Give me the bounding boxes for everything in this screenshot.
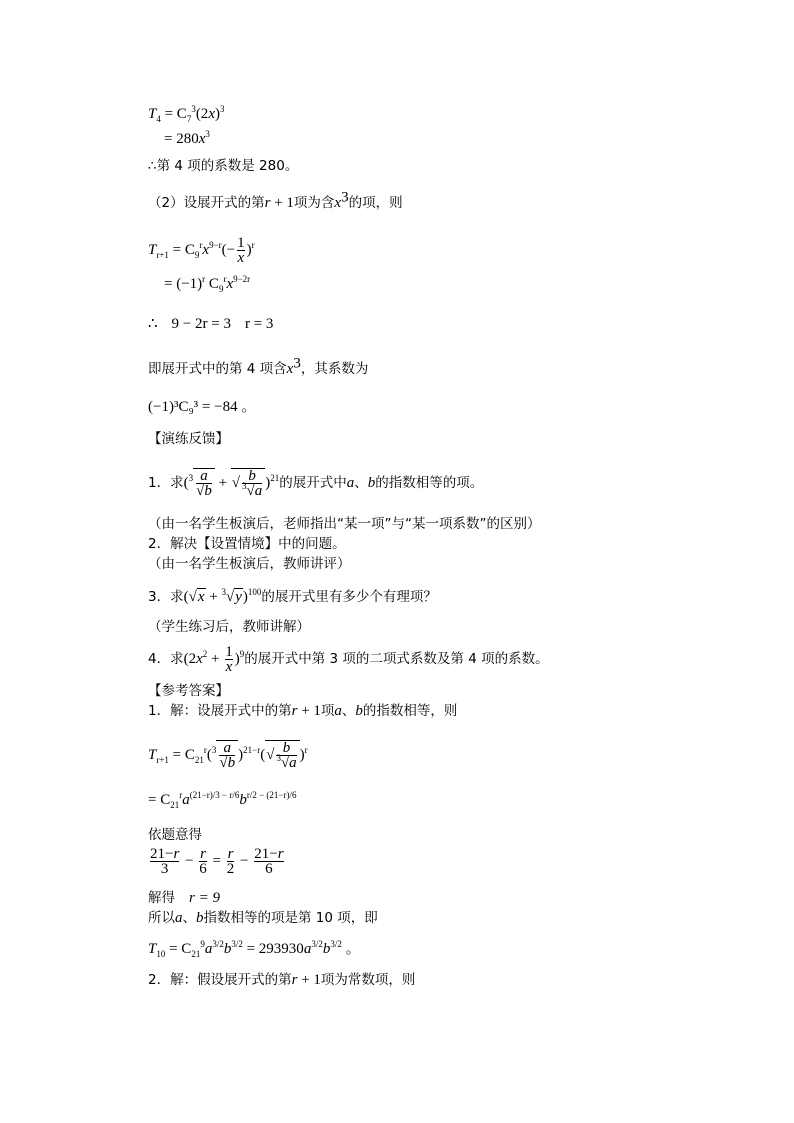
answer-general-term: $T_{r+1} = C_{21}^r(^3$ $\frac{a}{√b}$ )$^{21-r}$(√ $\frac{b}{^3√a}$ )$^r$ <box>148 740 308 771</box>
exponent-equation: $\frac{21-r}{3}$ − $\frac{r}{6}$ = $\frac{r}{2}$ − $\frac{21-r}{6}$ <box>150 846 284 877</box>
answer-1-setup: 1．解：设展开式中的第r + 1项a、b的指数相等，则 <box>148 703 458 719</box>
note-2: （由一名学生板演后，教师讲评） <box>148 556 351 572</box>
coefficient-statement: ∴第 4 项的系数是 280。 <box>148 158 299 174</box>
t10-equation: $T_{10} = C_{21}^9a^{3/2}b^{3/2} = 293930a^{3/2}b^{3/2}$ 。 <box>148 939 361 959</box>
question-4: 4．求($2x^2$ + $\frac{1}{x}$ )$^9$的展开式中第 3 项的二项式系数及第 4 项的系数。 <box>148 644 549 675</box>
general-term-equation: $T_{r+1} = C_9^rx^{9-r}(-$ $\frac{1}{x}$ )$^r$ <box>148 235 255 266</box>
question-2: 2．解决【设置情境】中的问题。 <box>148 536 346 552</box>
general-term-simplified: = $(-1)^r$ $C_9^rx^{9-2r}$ <box>164 274 251 294</box>
question-3: 3．求$(√x + ^3√y)^{100}$的展开式里有多少个有理项？ <box>148 587 437 605</box>
solve-result: 解得 r = 9 <box>148 890 220 906</box>
t4-equation-line1: $T_4 = C_7^3(2x)^3$ <box>148 104 225 124</box>
coefficient-value: (−1)³C₉³ = −84 。 <box>148 399 257 415</box>
t4-equation-line2: = $280x^3$ <box>164 129 210 147</box>
question-1: 1．求($^3$ $\frac{a}{√b}$ + √ $\frac{b}{^3√a}$ )$^{21}$的展开式中a、b的指数相等的项。 <box>148 468 484 499</box>
solve-r-equation: ∴ 9 − 2r = 3 r = 3 <box>148 316 274 332</box>
by-meaning-label: 依题意得 <box>148 827 202 843</box>
term4-statement: 即展开式中的第 4 项含$x^3$，其系数为 <box>148 355 369 377</box>
answer-2-setup: 2．解：假设展开式的第r + 1项为常数项，则 <box>148 972 416 988</box>
note-3: （学生练习后，教师讲解） <box>148 619 310 635</box>
section-practice-heading: 【演练反馈】 <box>148 431 229 447</box>
equal-exponent-term: 所以a、b指数相等的项是第 10 项，即 <box>148 910 378 926</box>
section-answer-heading: 【参考答案】 <box>148 683 229 699</box>
note-1: （由一名学生板演后，老师指出“某一项”与“某一项系数”的区别） <box>148 516 541 532</box>
answer-general-term-simplified: = $C_{21}^ra^{(21-r)/3 - r/6}b^{r/2 - (21-r)/6}$ <box>148 790 297 810</box>
part2-setup: （2）设展开式的第r + 1项为含$x^3$的项，则 <box>148 189 403 211</box>
